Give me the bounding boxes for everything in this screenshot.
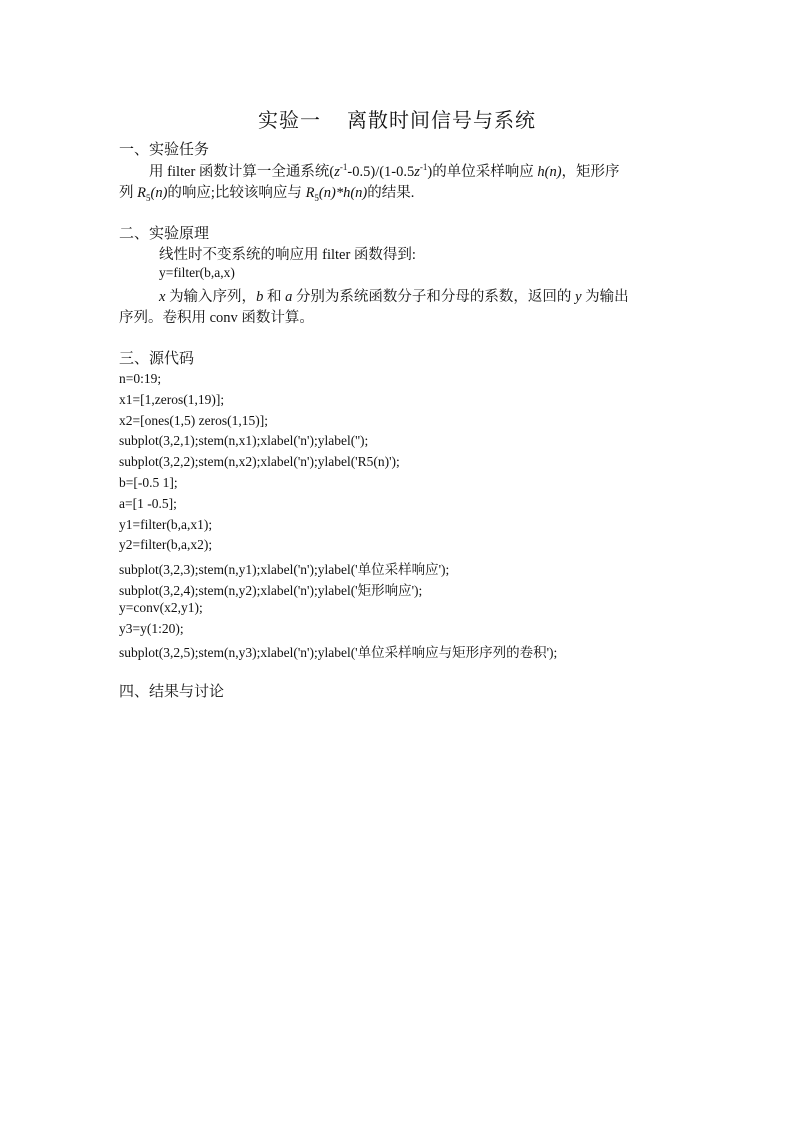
code-line: subplot(3,2,4);stem(n,y2);xlabel('n');ylabel('矩形响应'); <box>119 583 423 598</box>
section1-line1: 用 filter 函数计算一全通系统$(z^{-1}-0.5)/(1-0.5z^{-1})$的单位采样响应 h(n)，矩形序 <box>149 162 620 180</box>
code-line: subplot(3,2,5);stem(n,y3);xlabel('n');ylabel('单位采样响应与矩形序列的卷积'); <box>119 645 558 661</box>
code-line: subplot(3,2,3);stem(n,y1);xlabel('n');ylabel('单位采样响应'); <box>119 562 450 578</box>
code-line: y3=y(1:20); <box>119 620 184 636</box>
section2-heading: 二、实验原理 <box>119 226 210 242</box>
section1-heading: 一、实验任务 <box>119 142 210 158</box>
code-line: subplot(3,2,1);stem(n,x1);xlabel('n');ylabel(''); <box>119 433 369 449</box>
page-title <box>0 104 794 133</box>
section4-heading: 四、结果与讨论 <box>119 684 225 700</box>
code-line: y=conv(x2,y1); <box>119 599 203 615</box>
section2-line1: 线性时不变系统的响应用 filter 函数得到: <box>159 247 416 263</box>
code-line: x2=[ones(1,5) zeros(1,15)]; <box>119 412 268 428</box>
section1-line2: 列 $R_5(n)$的响应;比较该响应与 $R_5(n)*h(n)$的结果. <box>119 185 415 203</box>
title-part1: 实验一 <box>258 110 321 132</box>
code-line: a=[1 -0.5]; <box>119 495 177 511</box>
section3-heading: 三、源代码 <box>119 351 195 367</box>
section2-line3: x 为输入序列，b 和 a 分别为系统函数分子和分母的系数，返回的 y 为输出 <box>159 289 629 305</box>
title-part2: 离散时间信号与系统 <box>347 110 536 132</box>
code-line: x1=[1,zeros(1,19)]; <box>119 391 225 407</box>
code-line: b=[-0.5 1]; <box>119 475 178 490</box>
code-line: y2=filter(b,a,x2); <box>119 537 213 553</box>
code-line: y1=filter(b,a,x1); <box>119 516 213 532</box>
code-line: subplot(3,2,2);stem(n,x2);xlabel('n');ylabel('R5(n)'); <box>119 454 400 470</box>
section2-formula: y=filter(b,a,x) <box>159 265 235 280</box>
section2-line4: 序列。卷积用 conv 函数计算。 <box>119 310 314 326</box>
code-line: n=0:19; <box>119 371 162 386</box>
